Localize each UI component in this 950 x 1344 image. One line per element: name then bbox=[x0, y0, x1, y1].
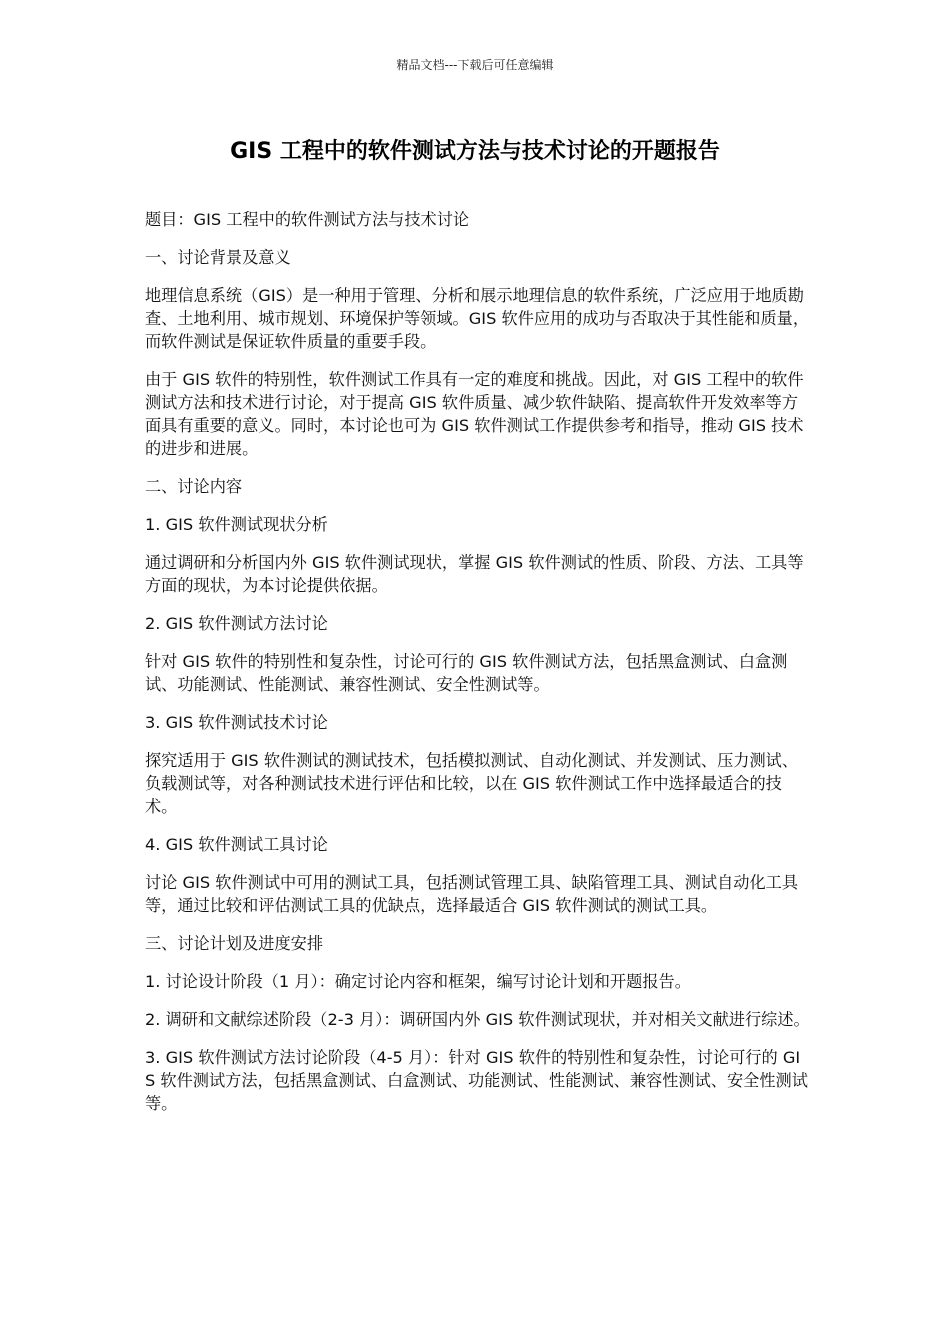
document-body bbox=[145, 208, 810, 1130]
section-heading-plan: 三、讨论计划及进度安排 bbox=[145, 934, 324, 953]
body-paragraph: 地理信息系统（GIS）是一种用于管理、分析和展示地理信息的软件系统，广泛应用于地质勘查、土地利用、城市规划、环境保护等领域。GIS 软件应用的成功与否取决于其性能和质量，而软件测试是保证软件质量的重要手段。 bbox=[145, 286, 810, 351]
page-header-note: 精品文档---下载后可任意编辑 bbox=[396, 58, 554, 72]
section-heading-content: 二、讨论内容 bbox=[145, 477, 243, 496]
body-paragraph: 讨论 GIS 软件测试中可用的测试工具，包括测试管理工具、缺陷管理工具、测试自动化工具等，通过比较和评估测试工具的优缺点，选择最适合 GIS 软件测试的测试工具。 bbox=[145, 873, 799, 915]
plan-item: 3. GIS 软件测试方法讨论阶段（4-5 月）：针对 GIS 软件的特别性和复杂性，讨论可行的 GIS 软件测试方法，包括黑盒测试、白盒测试、功能测试、性能测试、兼容性测试、安全性测试等。 bbox=[145, 1048, 808, 1113]
body-paragraph: 针对 GIS 软件的特别性和复杂性，讨论可行的 GIS 软件测试方法，包括黑盒测试、白盒测试、功能测试、性能测试、兼容性测试、安全性测试等。 bbox=[145, 652, 788, 694]
subheading-test-techniques: 3. GIS 软件测试技术讨论 bbox=[145, 713, 328, 732]
document-title: GIS 工程中的软件测试方法与技术讨论的开题报告 bbox=[230, 139, 720, 164]
subheading-test-methods: 2. GIS 软件测试方法讨论 bbox=[145, 614, 328, 633]
topic-line: 题目：GIS 工程中的软件测试方法与技术讨论 bbox=[145, 210, 470, 229]
plan-item: 2. 调研和文献综述阶段（2-3 月）：调研国内外 GIS 软件测试现状，并对相关文献进行综述。 bbox=[145, 1010, 810, 1029]
section-heading-background: 一、讨论背景及意义 bbox=[145, 248, 291, 267]
body-paragraph: 由于 GIS 软件的特别性，软件测试工作具有一定的难度和挑战。因此，对 GIS 工程中的软件测试方法和技术进行讨论，对于提高 GIS 软件质量、减少软件缺陷、提高软件开发效率等方面具有重要的意义。同时，本讨论也可为 GIS 软件测试工作提供参考和指导，推动 GIS 技术的进步和进展。 bbox=[145, 370, 804, 458]
subheading-test-tools: 4. GIS 软件测试工具讨论 bbox=[145, 835, 328, 854]
body-paragraph: 探究适用于 GIS 软件测试的测试技术，包括模拟测试、自动化测试、并发测试、压力测试、负载测试等，对各种测试技术进行评估和比较，以在 GIS 软件测试工作中选择最适合的技术。 bbox=[145, 751, 799, 816]
body-paragraph: 通过调研和分析国内外 GIS 软件测试现状，掌握 GIS 软件测试的性质、阶段、方法、工具等方面的现状，为本讨论提供依据。 bbox=[145, 553, 804, 595]
plan-item: 1. 讨论设计阶段（1 月）：确定讨论内容和框架，编写讨论计划和开题报告。 bbox=[145, 972, 691, 991]
subheading-status-analysis: 1. GIS 软件测试现状分析 bbox=[145, 515, 328, 534]
